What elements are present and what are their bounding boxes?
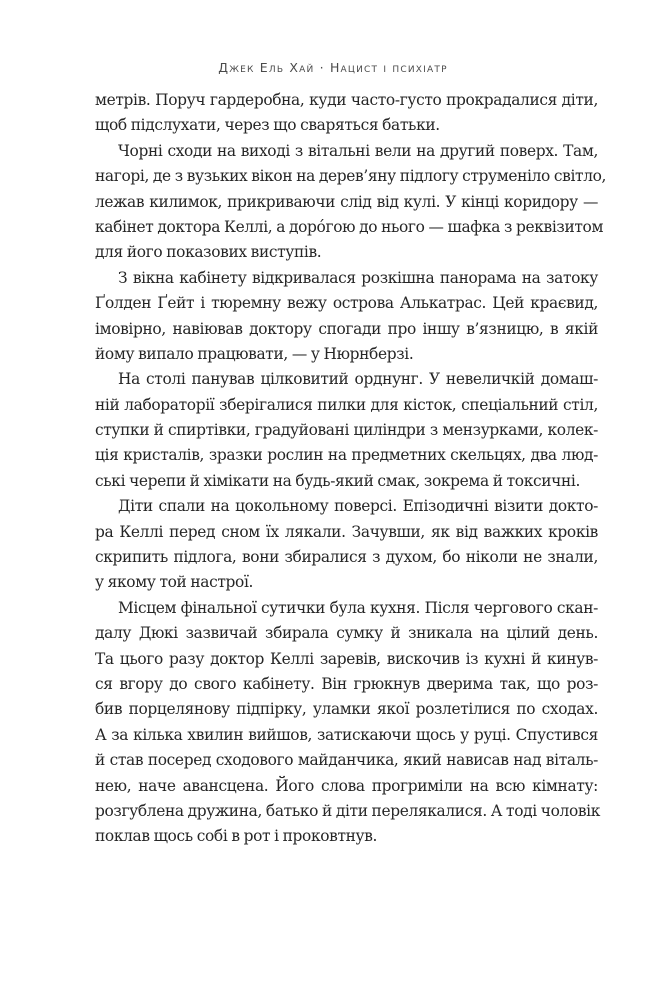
text-line: імовірно, навіював доктору спогади про іншу в’язницю, в якій [95, 319, 598, 338]
text-line: Чорні сходи на виході з вітальні вели на другий поверх. Там, [118, 141, 598, 160]
text-line: ступки й спиртівки, градуйовані циліндри з мензурками, колек- [95, 421, 598, 440]
text-line: скрипить підлога, вони збиралися з духом, бо ніколи не знали, [95, 548, 598, 567]
text-line: лежав килимок, прикриваючи слід від кулі. У кінці коридору — [95, 192, 598, 211]
text-line: ся вгору до свого кабінету. Він грюкнув дверима так, що роз- [95, 674, 598, 693]
text-line: метрів. Поруч гардеробна, куди часто-густо прокрадалися діти, [95, 91, 598, 109]
paragraph [95, 266, 598, 368]
text-line: поклав щось собі в рот і проковтнув. [95, 827, 378, 846]
paragraph [95, 367, 598, 494]
paragraph [95, 88, 598, 139]
paragraph [95, 494, 598, 596]
text-line: кабінет доктора Келлі, а доро́гою до нього — шафка з реквізитом [95, 217, 604, 236]
text-line: ра Келлі перед сном їх лякали. Зачувши, як від важких кроків [95, 522, 598, 541]
text-line: нею, наче авансцена. Його слова прогриміли на всю кімнату: [95, 776, 598, 795]
text-line: З вікна кабінету відкривалася розкішна панорама на затоку [118, 268, 598, 287]
text-line: Місцем фінальної сутички була кухня. Після чергового скан- [118, 598, 598, 617]
text-line: нагорі, де з вузьких вікон на дерев’яну підлогу струменіло світло, [95, 167, 607, 186]
text-line: далу Дюкі зазвичай збирала сумку й зникала на цілий день. [95, 624, 598, 643]
text-line: ські черепи й хімікати на будь-який смак, зокрема й токсичні. [95, 471, 581, 490]
text-line: й став посеред сходового майданчика, який нависав над віталь- [95, 751, 598, 770]
text-line: розгублена дружина, батько й діти перелякалися. А тоді чоловік [95, 801, 601, 820]
text-line: ція кристалів, зразки рослин на предметних скельцях, два люд- [95, 446, 598, 465]
paragraph [95, 139, 607, 266]
paragraph [95, 596, 601, 850]
text-line: Діти спали на цокольному поверсі. Епізодичні візити докто- [118, 497, 598, 516]
text-line: у якому той настрої. [95, 573, 254, 592]
text-line: йому випало працювати, — у Нюрнберзі. [95, 344, 414, 363]
text-line: А за кілька хвилин вийшов, затискаючи щось у руці. Спустився [95, 725, 598, 744]
text-line: ній лабораторії зберігалися пилки для кісток, спеціальний стіл, [95, 395, 598, 414]
running-header: Джек Ель Хай · Нацист і психіатр [218, 60, 448, 75]
text-line: Ґолден Ґейт і тюремну вежу острова Алькатрас. Цей краєвид, [95, 294, 598, 313]
text-line: бив порцелянову підпірку, уламки якої розлетілися по сходах. [95, 700, 598, 719]
text-line: На столі панував цілковитий орднунг. У невеличкій домаш- [118, 370, 598, 389]
text-line: Та цього разу доктор Келлі заревів, вискочив із кухні й кинув- [95, 649, 598, 668]
text-line: щоб підслухати, через що сваряться батьки. [95, 116, 440, 135]
page-body [95, 88, 607, 850]
text-line: для його показових виступів. [95, 243, 322, 262]
